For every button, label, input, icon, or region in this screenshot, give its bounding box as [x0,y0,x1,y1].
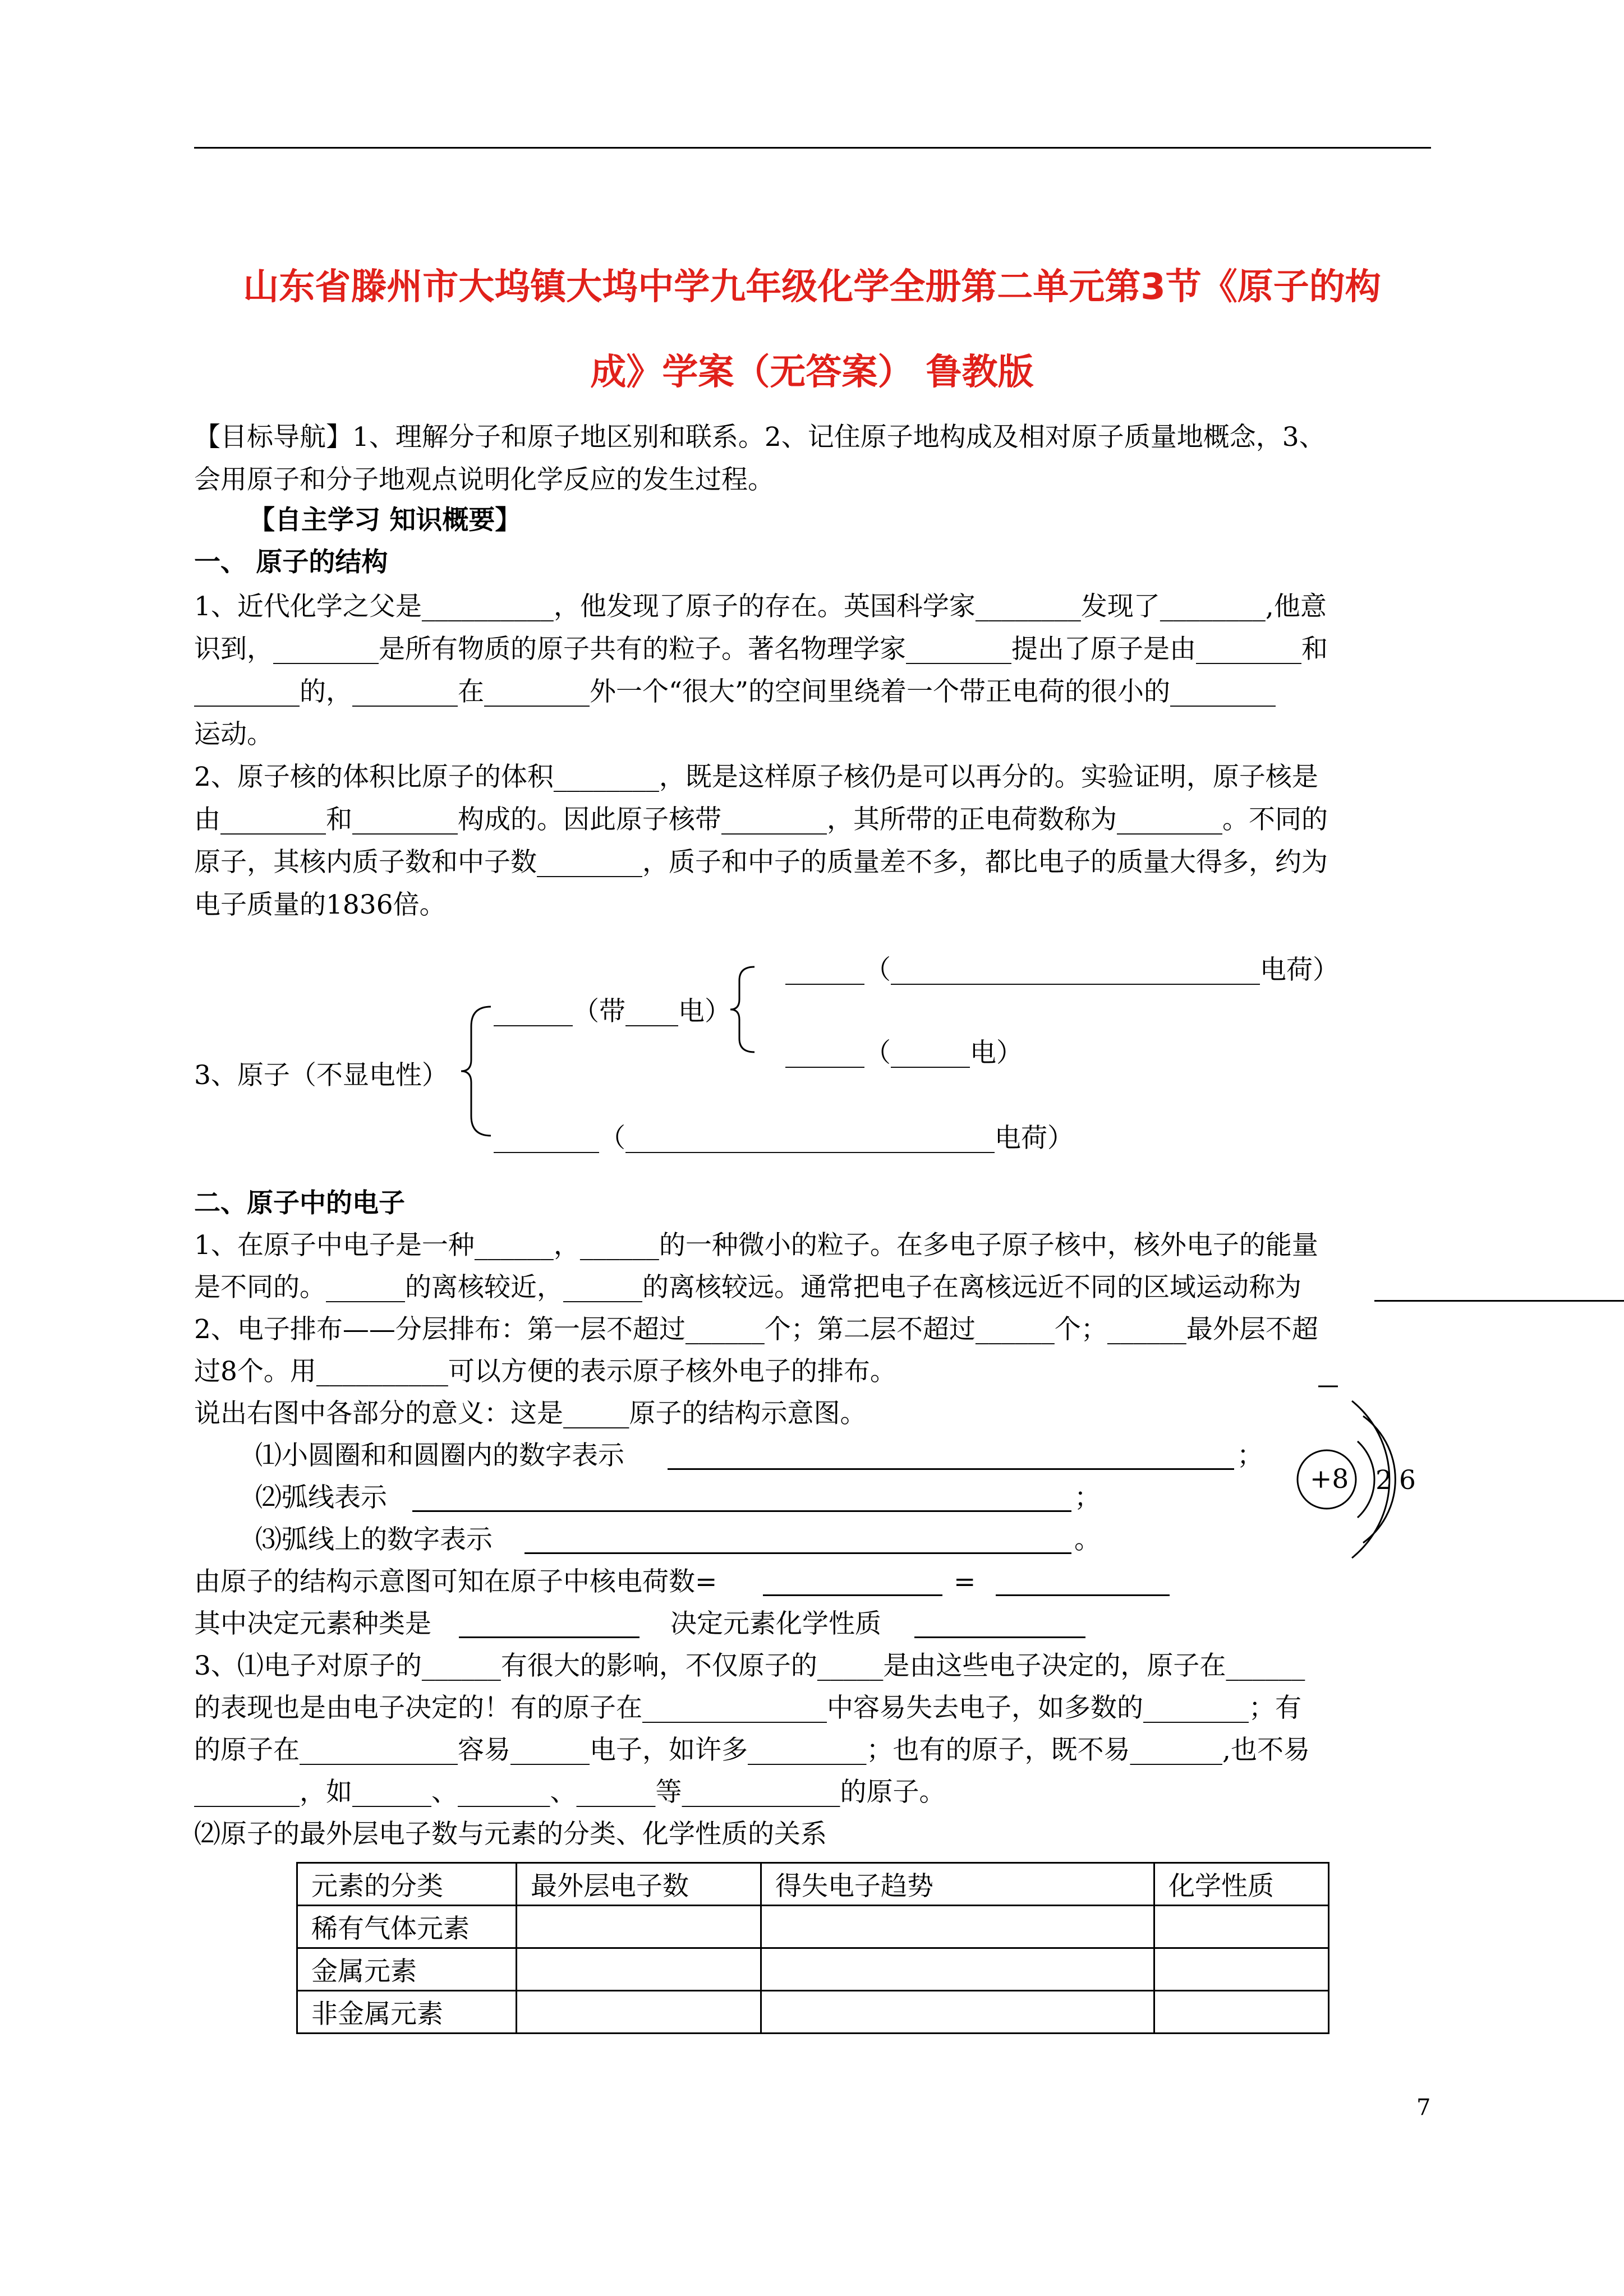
s2-q2: ⑵弧线表示 [255,1482,387,1513]
shell1-count: 2 [1375,1465,1392,1496]
tree-root: 3、原子（不显电性） [194,1060,448,1091]
section2-heading: 二、原子中的电子 [194,1188,405,1219]
section1-heading: 一、 原子的结构 [194,547,388,578]
s2-p3-line1: 3、⑴电子对原子的______有很大的影响，不仅原子的_____是由这些电子决定的，原子在______ [194,1650,1305,1681]
s1-p1-line1: 1、近代化学之父是__________，他发现了原子的存在。英国科学家________发现了________,他意 [194,591,1327,622]
charge-line-b1: 其中决定元素种类是 [194,1608,431,1639]
charge-line-a: 由原子的结构示意图可知在原子中核电荷数= [194,1566,717,1597]
q1-end: ； [1237,1440,1263,1471]
header-rule [194,147,1431,149]
tree-nucleus: ______（带____电） [494,996,731,1027]
q2-blank [412,1510,1071,1512]
table-cell: 金属元素 [297,1948,517,1991]
s2-p3-line3: 的原子在____________容易______电子，如许多_________；也有的原子，既不易_______,也不易 [194,1735,1310,1765]
s1-p2-line4: 电子质量的1836倍。 [194,889,446,920]
goal-line1: 【目标导航】1、理解分子和原子地区别和联系。2、记住原子地构成及相对原子质量地概念，3、 [194,422,1326,453]
s1-p2-line3: 原子，其核内质子数和中子数________，质子和中子的质量差不多，都比电子的质量大得多，约为 [194,847,1328,878]
s1-p1-line2: 识到，________是所有物质的原子共有的粒子。著名物理学家________提出了原子是由________和 [194,634,1328,665]
s2-p3-line4: ________，如______、_______、______等____________的原子。 [194,1777,946,1808]
table-row [297,1948,1329,1991]
shell2-count: 6 [1399,1465,1416,1496]
table-cell [1154,1906,1329,1948]
charge-eq: = [954,1566,976,1597]
s2-p2-line2: 过8个。用__________可以方便的表示原子核外电子的排布。 [194,1356,896,1387]
s1-p2-line1: 2、原子核的体积比原子的体积________，既是这样原子核仍是可以再分的。实验证明，原子核是 [194,762,1318,792]
table-cell [761,1948,1154,1991]
q3-blank [525,1552,1071,1554]
table-header-row [297,1863,1329,1906]
q1-blank [668,1468,1234,1470]
charge-blank1 [763,1594,942,1596]
s2-p4: ⑵原子的最外层电子数与元素的分类、化学性质的关系 [194,1819,827,1850]
table-row [297,1906,1329,1948]
s2-p2-line1: 2、电子排布——分层排布：第一层不超过______个；第二层不超过______个；______最外层不超 [194,1314,1318,1345]
table-cell: 非金属元素 [297,1991,517,2034]
s2-p1-blank [1374,1300,1624,1302]
charge-line-b2: 决定元素化学性质 [670,1608,881,1639]
element-classification-table [296,1862,1329,2034]
self-study-heading: 【自主学习 知识概要】 [249,505,522,536]
goal-line2: 会用原子和分子地观点说明化学反应的发生过程。 [194,464,774,495]
s2-explain: 说出右图中各部分的意义：这是_____原子的结构示意图。 [194,1398,867,1429]
atom-structure-diagram [1279,1380,1447,1582]
charge-blank4 [914,1636,1085,1638]
q2-end: ； [1074,1482,1101,1513]
table-cell [1154,1991,1329,2034]
tree-proton: ______（____________________________电荷） [785,955,1339,985]
tree-electron: ________（____________________________电荷） [494,1123,1074,1154]
table-row [297,1991,1329,2034]
table-cell [517,1991,761,2034]
q3-end: 。 [1074,1524,1101,1555]
s2-p3-line2: 的表现也是由电子决定的！有的原子在______________中容易失去电子，如多数的________；有 [194,1693,1301,1723]
s2-p1-line1: 1、在原子中电子是一种______，______的一种微小的粒子。在多电子原子核中，核外电子的能量 [194,1230,1318,1261]
s2-p1-line2: 是不同的。______的离核较近，______的离核较远。通常把电子在离核远近不同的区域运动称为 [194,1272,1301,1303]
table-cell: 稀有气体元素 [297,1906,517,1948]
charge-blank2 [996,1594,1170,1596]
nucleus-charge: +8 [1310,1464,1349,1495]
table-cell [1154,1948,1329,1991]
s1-p2-line2: 由________和________构成的。因此原子核带________，其所带的正电荷数称为________。不同的 [194,804,1328,835]
table-cell [761,1906,1154,1948]
large-brace [460,1004,494,1138]
tree-neutron: ______（______电） [785,1038,1023,1068]
table-header-cell: 化学性质 [1154,1863,1329,1906]
doc-title-line1: 山东省滕州市大坞镇大坞中学九年级化学全册第二单元第3节《原子的构 [243,266,1381,308]
table-cell [517,1906,761,1948]
s1-p1-line4: 运动。 [194,719,273,750]
table-header-cell: 得失电子趋势 [761,1863,1154,1906]
table-cell [517,1948,761,1991]
doc-title-line2: 成》学案（无答案） 鲁教版 [590,352,1034,393]
s2-q3: ⑶弧线上的数字表示 [255,1524,493,1555]
small-brace [729,965,757,1054]
s1-p1-line3: ________的，________在________外一个“很大”的空间里绕着一个带正电荷的很小的________ [194,676,1276,707]
table-cell [761,1991,1154,2034]
table-header-cell: 最外层电子数 [517,1863,761,1906]
page-number: 7 [1416,2095,1431,2120]
table-header-cell: 元素的分类 [297,1863,517,1906]
charge-blank3 [459,1636,640,1638]
s2-q1: ⑴小圆圈和和圆圈内的数字表示 [255,1440,624,1471]
